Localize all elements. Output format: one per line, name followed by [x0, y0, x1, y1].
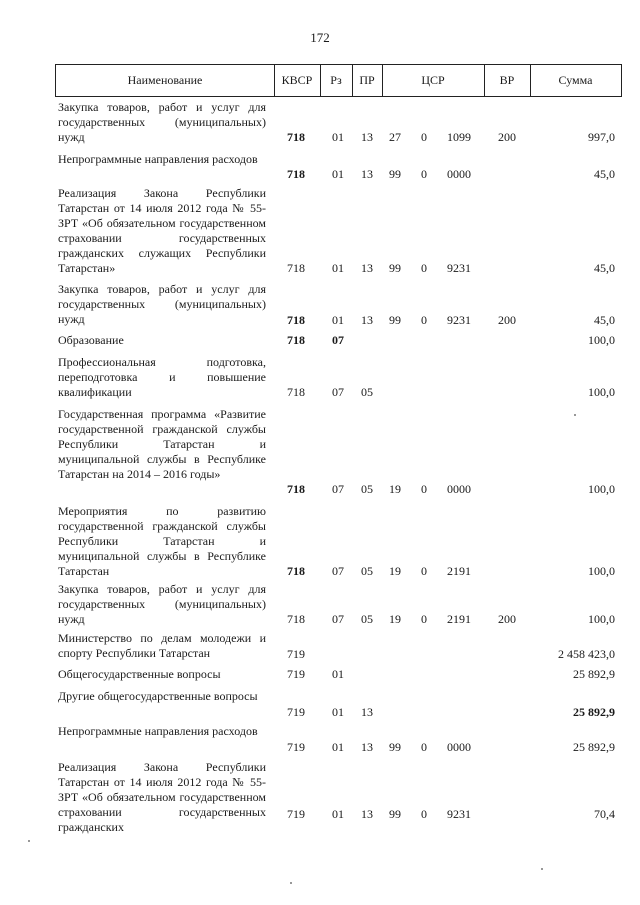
row-sum: 70,4 — [594, 807, 615, 821]
scan-speck — [28, 840, 30, 842]
row-csr-code: 9231 — [447, 261, 471, 275]
row-pr: 05 — [361, 612, 373, 626]
row-kvsr: 718 — [287, 482, 305, 496]
budget-table — [55, 64, 622, 834]
row-kvsr: 718 — [287, 313, 305, 327]
row-name: Мероприятия по развитию государственной гражданской службы Республики Татарстан и муниципальной службы в Республике Татарстан — [58, 504, 266, 578]
row-csr-code: 9231 — [447, 807, 471, 821]
row-kvsr: 719 — [287, 740, 305, 754]
row-vr: 200 — [498, 313, 516, 327]
row-csr-program: 19 — [389, 482, 401, 496]
row-csr-sub: 0 — [421, 564, 427, 578]
row-kvsr: 719 — [287, 807, 305, 821]
header-vr: ВР — [499, 73, 515, 87]
row-sum: 100,0 — [588, 612, 615, 626]
row-rz: 07 — [332, 333, 344, 347]
row-rz: 01 — [332, 740, 344, 754]
row-csr-sub: 0 — [421, 482, 427, 496]
row-csr-program: 27 — [389, 130, 401, 144]
row-csr-program: 99 — [389, 167, 401, 181]
row-kvsr: 718 — [287, 564, 305, 578]
table-header — [55, 64, 622, 97]
row-pr: 13 — [361, 167, 373, 181]
row-kvsr: 718 — [287, 333, 305, 347]
row-csr-code: 2191 — [447, 612, 471, 626]
row-sum: 45,0 — [594, 313, 615, 327]
row-rz: 07 — [332, 564, 344, 578]
row-rz: 01 — [332, 167, 344, 181]
row-pr: 05 — [361, 564, 373, 578]
row-kvsr: 718 — [287, 130, 305, 144]
header-kvsr: КВСР — [281, 73, 313, 87]
row-name: Закупка товаров, работ и услуг для государственных (муниципальных) нужд — [58, 282, 266, 326]
row-sum: 100,0 — [588, 385, 615, 399]
row-kvsr: 719 — [287, 667, 305, 681]
row-rz: 01 — [332, 705, 344, 719]
row-rz: 01 — [332, 313, 344, 327]
row-pr: 05 — [361, 482, 373, 496]
row-csr-program: 19 — [389, 564, 401, 578]
scan-speck — [541, 868, 543, 870]
row-csr-sub: 0 — [421, 167, 427, 181]
row-rz: 01 — [332, 130, 344, 144]
row-pr: 13 — [361, 261, 373, 275]
row-csr-program: 99 — [389, 261, 401, 275]
row-csr-code: 0000 — [447, 482, 471, 496]
header-csr: ЦСР — [421, 73, 445, 87]
row-sum: 2 458 423,0 — [558, 647, 615, 661]
row-name: Государственная программа «Развитие государственной гражданской службы Республики Татарстан и муниципальной службы в Республике Татарстан на 2014 – 2016 годы» — [58, 407, 266, 481]
row-csr-code: 9231 — [447, 313, 471, 327]
row-csr-code: 0000 — [447, 740, 471, 754]
row-pr: 13 — [361, 740, 373, 754]
row-sum: 25 892,9 — [573, 740, 615, 754]
row-pr: 05 — [361, 385, 373, 399]
row-rz: 07 — [332, 482, 344, 496]
row-csr-program: 99 — [389, 313, 401, 327]
row-pr: 13 — [361, 130, 373, 144]
row-vr: 200 — [498, 130, 516, 144]
row-name: Закупка товаров, работ и услуг для государственных (муниципальных) нужд — [58, 100, 266, 144]
row-sum: 25 892,9 — [573, 667, 615, 681]
row-rz: 01 — [332, 667, 344, 681]
row-csr-sub: 0 — [421, 612, 427, 626]
row-name: Другие общегосударственные вопросы — [58, 689, 258, 703]
row-pr: 13 — [361, 807, 373, 821]
row-sum: 45,0 — [594, 261, 615, 275]
row-name: Непрограммные направления расходов — [58, 152, 258, 166]
row-csr-program: 19 — [389, 612, 401, 626]
row-kvsr: 719 — [287, 705, 305, 719]
row-sum: 100,0 — [588, 564, 615, 578]
row-kvsr: 718 — [287, 385, 305, 399]
row-csr-code: 0000 — [447, 167, 471, 181]
row-rz: 01 — [332, 807, 344, 821]
header-rz: Рз — [330, 73, 342, 87]
row-name: Непрограммные направления расходов — [58, 724, 258, 738]
row-csr-program: 99 — [389, 807, 401, 821]
row-sum: 100,0 — [588, 482, 615, 496]
row-name: Министерство по делам молодежи и спорту Республики Татарстан — [58, 631, 266, 660]
row-name: Закупка товаров, работ и услуг для государственных (муниципальных) нужд — [58, 582, 266, 626]
row-kvsr: 718 — [287, 261, 305, 275]
row-rz: 07 — [332, 385, 344, 399]
row-sum: 100,0 — [588, 333, 615, 347]
row-name: Реализация Закона Республики Татарстан от 14 июля 2012 года № 55-ЗРТ «Об обязательном государственном страховании государственных гражданских — [58, 760, 266, 834]
header-sum: Сумма — [558, 73, 593, 87]
row-rz: 07 — [332, 612, 344, 626]
row-csr-code: 1099 — [447, 130, 471, 144]
row-pr: 13 — [361, 705, 373, 719]
row-kvsr: 719 — [287, 647, 305, 661]
row-csr-code: 2191 — [447, 564, 471, 578]
row-csr-sub: 0 — [421, 740, 427, 754]
row-kvsr: 718 — [287, 612, 305, 626]
row-csr-program: 99 — [389, 740, 401, 754]
row-csr-sub: 0 — [421, 313, 427, 327]
row-kvsr: 718 — [287, 167, 305, 181]
header-pr: ПР — [359, 73, 375, 87]
scan-speck — [574, 414, 576, 416]
row-csr-sub: 0 — [421, 807, 427, 821]
row-sum: 45,0 — [594, 167, 615, 181]
row-name: Реализация Закона Республики Татарстан от 14 июля 2012 года № 55-ЗРТ «Об обязательном государственном страховании государственных гражданских служащих Республики Татарстан» — [58, 186, 266, 275]
row-sum: 25 892,9 — [573, 705, 615, 719]
row-vr: 200 — [498, 612, 516, 626]
row-sum: 997,0 — [588, 130, 615, 144]
page-number: 172 — [310, 30, 330, 45]
row-pr: 13 — [361, 313, 373, 327]
row-name: Профессиональная подготовка, переподготовка и повышение квалификации — [58, 355, 266, 399]
row-rz: 01 — [332, 261, 344, 275]
row-name: Общегосударственные вопросы — [58, 667, 221, 681]
row-csr-sub: 0 — [421, 130, 427, 144]
header-name: Наименование — [127, 73, 203, 87]
row-csr-sub: 0 — [421, 261, 427, 275]
scan-speck — [290, 882, 292, 884]
row-name: Образование — [58, 333, 124, 347]
